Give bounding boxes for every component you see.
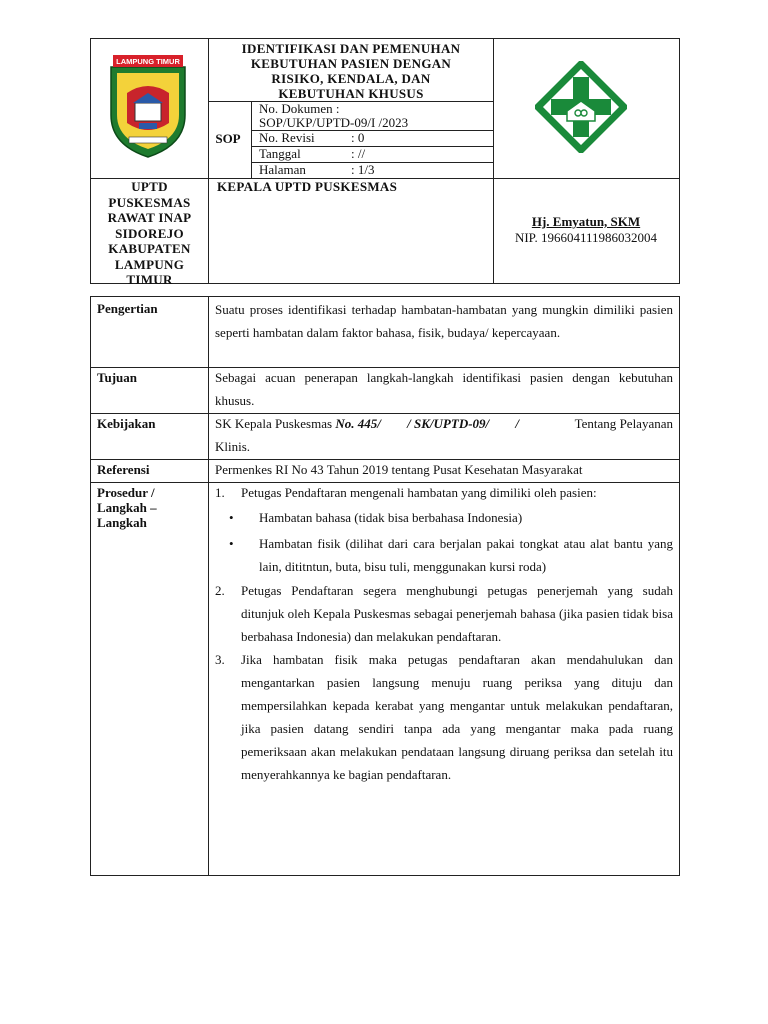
kepala-heading: KEPALA UPTD PUSKESMAS — [217, 179, 398, 194]
bullet-item — [229, 532, 673, 578]
kebijakan-text — [215, 412, 677, 458]
revisi-label: No. Revisi — [259, 130, 315, 145]
step-text: Jika hambatan fisik maka petugas pendaftaran akan mendahulukan dan mengantarkan pasien langsung menuju ruang periksa yang dituju dan mempersilahkan kepada kerabat yang mengantar untuk melakukan pendaftaran, jika pasien datang sendiri tanpa ada yang mengantar maka pada ruang pemeriksaan akan melakukan pendataan langsung diruang periksa dan setelah itu menyerahkannya ke bagian pendaftaran. — [241, 652, 673, 782]
tujuan-text — [215, 366, 673, 412]
kebijakan-suffix: Tentang Pelayanan Klinis. — [215, 416, 677, 454]
bullet-text: Hambatan fisik (dilihat dari cara berjalan pakai tongkat atau alat bantu yang lain, dititntun, buta, bisu tuli, menggunakan kursi roda) — [259, 536, 673, 574]
signer-name: Hj. Emyatun, SKM — [531, 214, 641, 229]
doc-no-label: No. Dokumen : — [259, 101, 340, 116]
halaman-field — [259, 163, 374, 177]
sop-title — [209, 41, 493, 101]
bullet-icon: • — [229, 510, 234, 525]
institution-name — [91, 179, 208, 288]
pengertian-text — [215, 298, 673, 344]
institution-line: LAMPUNG — [114, 256, 185, 272]
prosedur-step — [215, 579, 673, 648]
tanggal-field — [259, 147, 365, 161]
bullet-item — [229, 506, 673, 529]
sop-label: SOP — [215, 131, 241, 146]
bullet-icon: • — [229, 536, 234, 551]
institution-line: KABUPATEN — [108, 241, 191, 256]
referensi-label: Referensi — [97, 462, 150, 477]
referensi-text — [215, 458, 673, 481]
kebijakan-prefix: SK Kepala Puskesmas — [215, 416, 336, 431]
title-line: IDENTIFIKASI DAN PEMENUHAN — [241, 41, 461, 56]
institution-line: RAWAT INAP — [107, 210, 192, 225]
lampung-timur-emblem-icon — [103, 53, 193, 159]
kebijakan-label: Kebijakan — [97, 416, 156, 431]
prosedur-list — [215, 481, 673, 786]
step-number: 3. — [215, 652, 225, 667]
step-text: Petugas Pendaftaran segera menghubungi petugas penerjemah yang sudah ditunjuk oleh Kepala Puskesmas sebagai penerjemah bahasa (jika pasien tidak bisa berbahasa Indonesia) dan melakukan pendaftaran. — [241, 583, 673, 644]
referensi-paragraph: Permenkes RI No 43 Tahun 2019 tentang Pusat Kesehatan Masyarakat — [215, 462, 583, 477]
title-line: KEBUTUHAN KHUSUS — [278, 86, 424, 101]
tujuan-label: Tujuan — [97, 370, 137, 385]
halaman-label: Halaman — [259, 162, 306, 177]
title-line: RISIKO, KENDALA, DAN — [271, 71, 431, 86]
sop-content-table — [90, 296, 680, 876]
doc-no-field — [259, 102, 408, 130]
puskesmas-logo-icon — [535, 61, 627, 153]
institution-line: TIMUR — [126, 272, 173, 287]
prosedur-label-line: Prosedur / — [97, 485, 155, 500]
prosedur-step — [215, 648, 673, 786]
institution-line: SIDOREJO — [115, 225, 184, 241]
revisi-value: : 0 — [351, 130, 365, 145]
pengertian-label: Pengertian — [97, 301, 158, 316]
prosedur-label-line: Langkah — [97, 515, 147, 530]
svg-text:LAMPUNG TIMUR: LAMPUNG TIMUR — [116, 57, 180, 66]
tanggal-label: Tanggal — [259, 146, 301, 161]
pengertian-paragraph: Suatu proses identifikasi terhadap hambatan-hambatan yang mungkin dimiliki pasien seperti hambatan dalam faktor bahasa, fisik, budaya/ kepercayaan. — [215, 302, 673, 340]
prosedur-label — [97, 485, 157, 530]
sop-header-table — [90, 38, 680, 287]
tujuan-paragraph: Sebagai acuan penerapan langkah-langkah identifikasi pasien dengan kebutuhan khusus. — [215, 370, 673, 408]
prosedur-label-line: Langkah – — [97, 500, 157, 515]
step-number: 2. — [215, 583, 225, 598]
prosedur-step — [215, 481, 673, 504]
step-number: 1. — [215, 485, 225, 500]
title-line: KEBUTUHAN PASIEN DENGAN — [250, 56, 452, 71]
doc-no-value: SOP/UKP/UPTD-09/I /2023 — [259, 115, 409, 130]
tanggal-value: : // — [351, 146, 366, 161]
bullet-text: Hambatan bahasa (tidak bisa berbahasa Indonesia) — [259, 510, 523, 525]
kebijakan-sk-number: No. 445/ / SK/UPTD-09/ / — [335, 416, 520, 431]
signature-block — [491, 214, 681, 246]
revisi-field — [259, 131, 364, 145]
signer-nip: NIP. 196604111986032004 — [514, 230, 658, 245]
institution-line: UPTD — [131, 179, 168, 194]
step-text: Petugas Pendaftaran mengenali hambatan yang dimiliki oleh pasien: — [241, 485, 597, 500]
halaman-value: : 1/3 — [351, 162, 375, 177]
institution-line: PUSKESMAS — [108, 194, 191, 210]
